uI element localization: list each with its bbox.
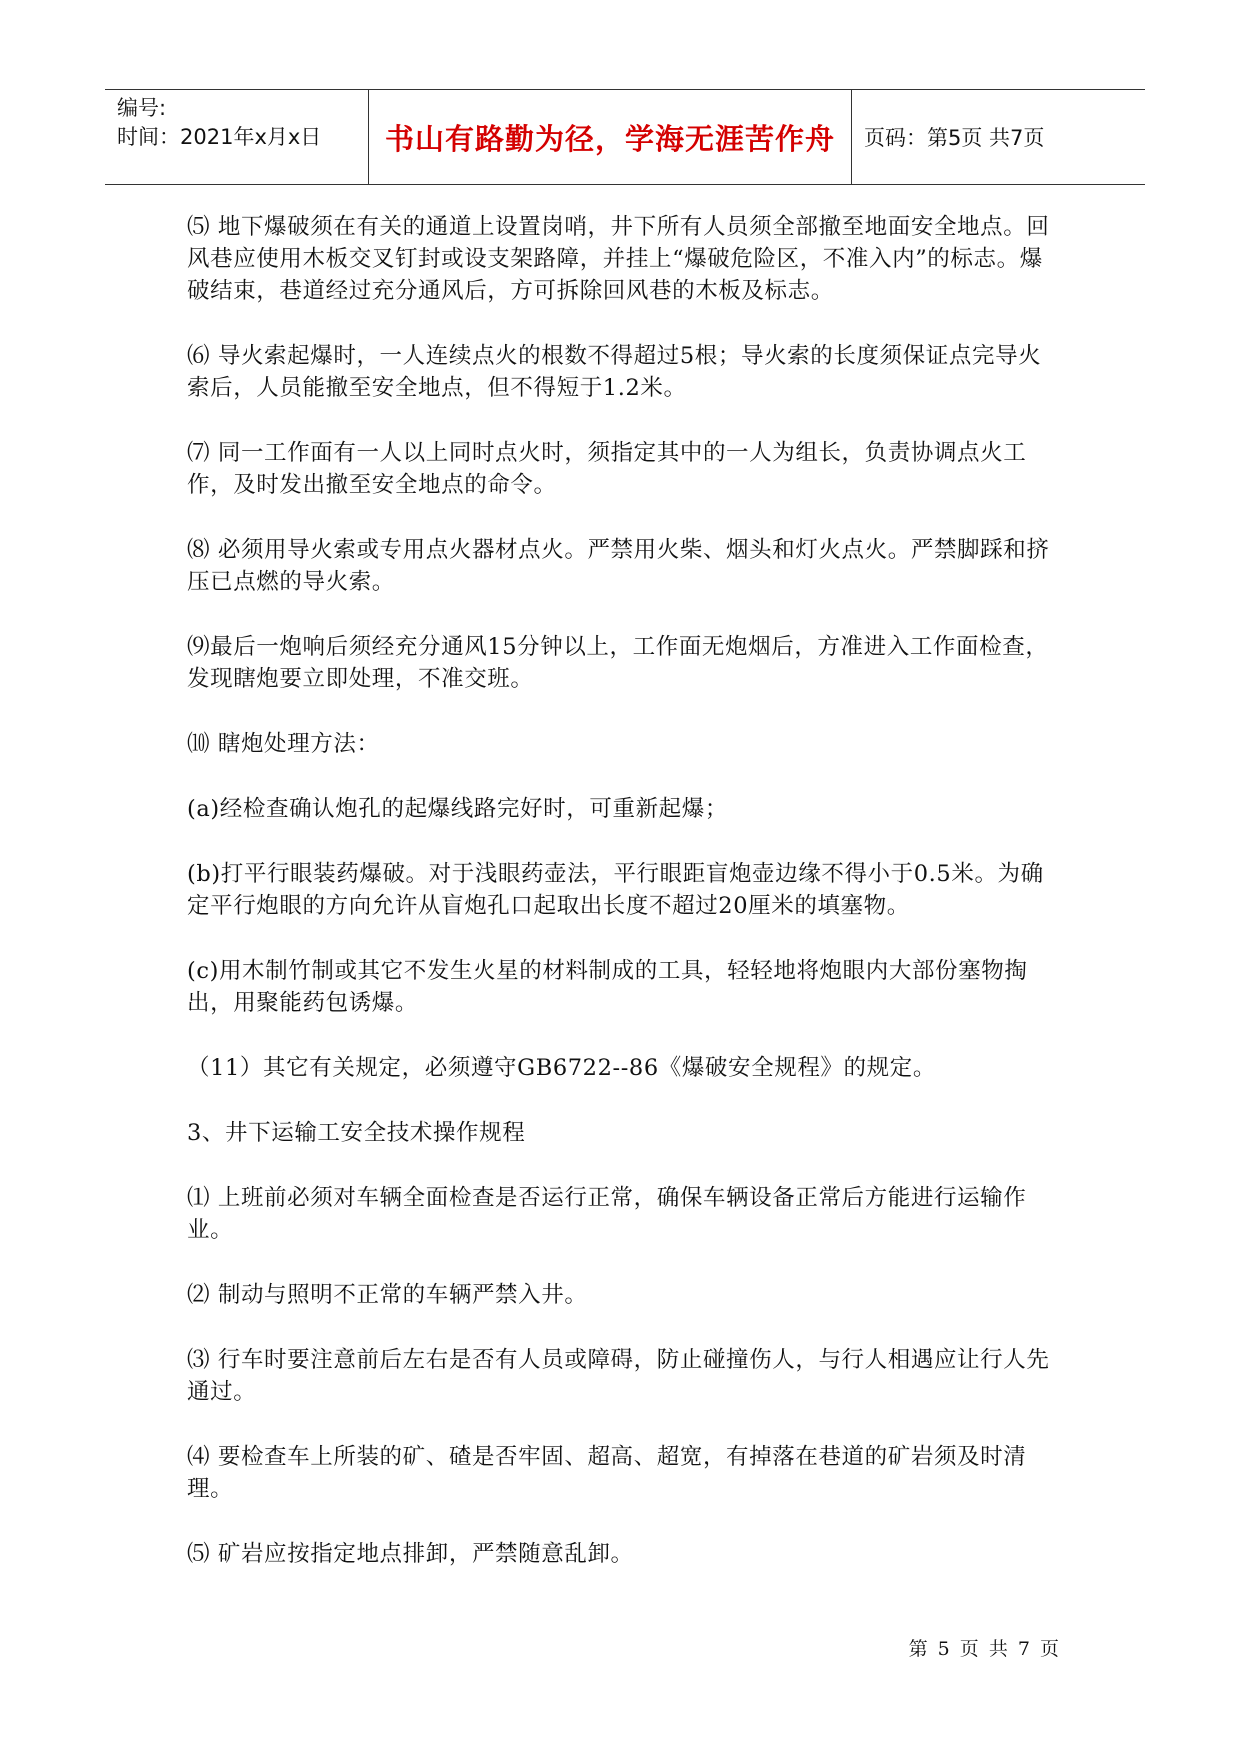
paragraph: ⑺ 同一工作面有一人以上同时点火时，须指定其中的一人为组长，负责协调点火工作，及时发出撤至安全地点的命令。 [187,440,1027,498]
section-heading: 3、井下运输工安全技术操作规程 [187,1120,526,1146]
paragraph: ⑽ 瞎炮处理方法： [187,731,380,757]
paragraph: (a)经检查确认炮孔的起爆线路完好时，可重新起爆； [187,796,728,822]
paragraph: ⑼最后一炮响后须经充分通风15分钟以上，工作面无炮烟后，方准进入工作面检查，发现瞎炮要立即处理，不准交班。 [187,634,1049,692]
page-header [105,89,1145,185]
document-body [187,211,1063,1603]
header-meta [105,90,369,184]
paragraph: ⑵ 制动与照明不正常的车辆严禁入井。 [187,1282,588,1308]
paragraph: ⑻ 必须用导火索或专用点火器材点火。严禁用火柴、烟头和灯火点火。严禁脚踩和挤压已点燃的导火索。 [187,537,1050,595]
paragraph: ⑶ 行车时要注意前后左右是否有人员或障碍，防止碰撞伤人，与行人相遇应让行人先通过。 [187,1347,1050,1405]
paragraph: ⑴ 上班前必须对车辆全面检查是否运行正常，确保车辆设备正常后方能进行运输作业。 [187,1185,1027,1243]
paragraph: （11）其它有关规定，必须遵守GB6722--86《爆破安全规程》的规定。 [187,1055,936,1081]
paragraph: ⑷ 要检查车上所装的矿、碴是否牢固、超高、超宽，有掉落在巷道的矿岩须及时清理。 [187,1444,1027,1502]
paragraph: ⑸ 矿岩应按指定地点排卸，严禁随意乱卸。 [187,1541,634,1567]
paragraph: (b)打平行眼装药爆破。对于浅眼药壶法，平行眼距盲炮壶边缘不得小于0.5米。为确定平行炮眼的方向允许从盲炮孔口起取出长度不超过20厘米的填塞物。 [187,861,1044,919]
time-label: 时间：2021年x月x日 [117,125,322,149]
serial-label: 编号: [117,96,167,120]
paragraph: ⑹ 导火索起爆时，一人连续点火的根数不得超过5根；导火索的长度须保证点完导火索后，人员能撤至安全地点，但不得短于1.2米。 [187,343,1042,401]
paragraph: ⑸ 地下爆破须在有关的通道上设置岗哨，井下所有人员须全部撤至地面安全地点。回风巷应使用木板交叉钉封或设支架路障，并挂上“爆破危险区，不准入内”的标志。爆破结束，巷道经过充分通风后，方可拆除回风巷的木板及标志。 [187,214,1050,304]
page-footer: 第 5 页 共 7 页 [908,1638,1061,1660]
paragraph: (c)用木制竹制或其它不发生火星的材料制成的工具，轻轻地将炮眼内大部份塞物掏出，用聚能药包诱爆。 [187,958,1028,1016]
header-motto: 书山有路勤为径，学海无涯苦作舟 [384,121,835,156]
header-motto-cell [369,90,852,184]
header-page-label: 页码：第5页 共7页 [864,126,1045,150]
header-page-cell [852,90,1145,184]
